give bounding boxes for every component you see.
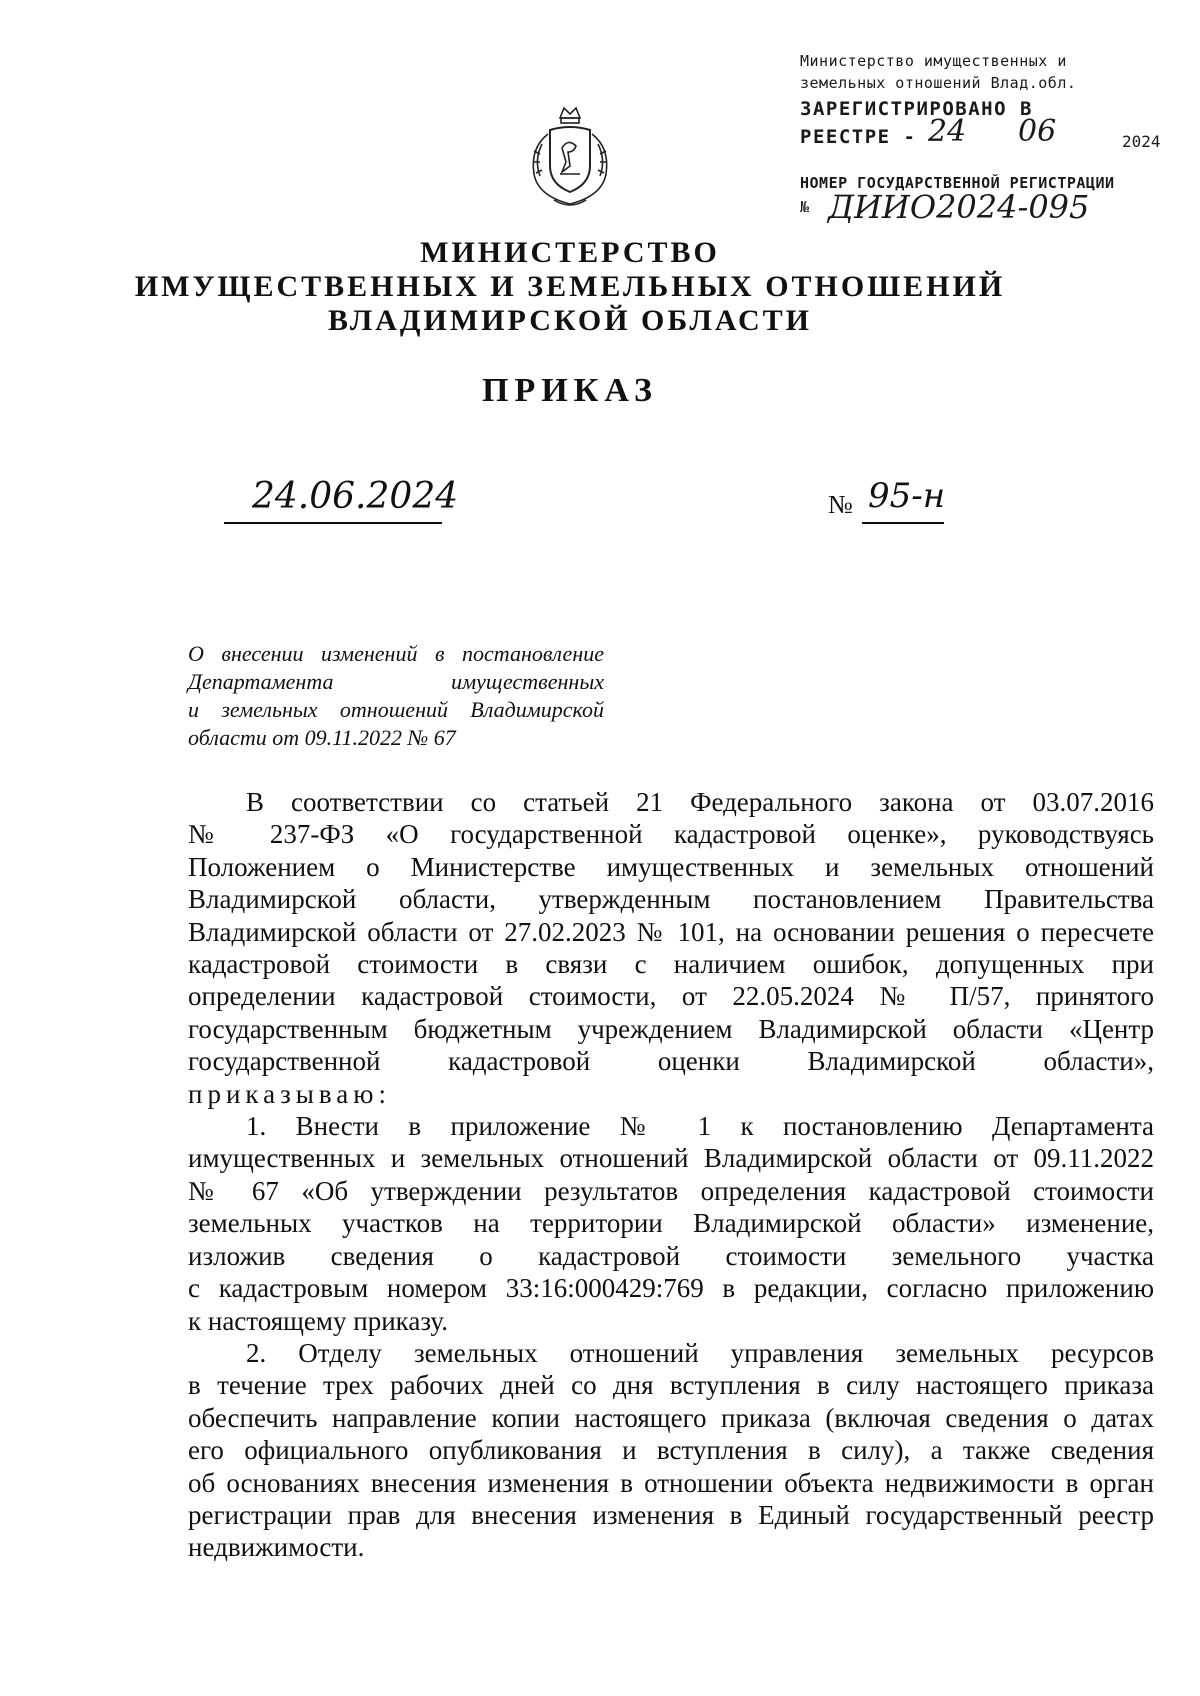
stamp-handwritten-day: 24 (928, 114, 967, 149)
handwritten-date: 24.06.2024 (252, 476, 459, 517)
body-line: государственной кадастровой оценки Владимирской области», (188, 1046, 1154, 1077)
body-line: об основаниях внесения изменения в отношении объекта недвижимости в орган (188, 1467, 1154, 1498)
body-line: имущественных и земельных отношений Владимирской области от 09.11.2022 (188, 1143, 1154, 1174)
body-line: Владимирской области, утвержденным постановлением Правительства (188, 884, 1154, 915)
stamp-handwritten-month: 06 (1018, 114, 1057, 149)
body-line: В соответствии со статьей 21 Федерального закона от 03.07.2016 (246, 787, 1154, 817)
number-underline (862, 522, 944, 524)
body-line: определении кадастровой стоимости, от 22.05.2024 № П/57, принятого (188, 981, 1154, 1012)
body-line: его официального опубликования и вступления в силу), а также сведения (188, 1435, 1154, 1466)
body-line: с кадастровым номером 33:16:000429:769 в редакции, согласно приложению (188, 1273, 1154, 1304)
subject-line: О внесении изменений в постановление (188, 641, 604, 666)
stamp-line-region: земельных отношений Влад.обл. (800, 74, 1077, 92)
order-body (188, 786, 1154, 1564)
body-line: № 237-ФЗ «О государственной кадастровой оценке», руководствуясь (188, 819, 1154, 850)
body-line: регистрации прав для внесения изменения в Единый государственный реестр (188, 1499, 1154, 1530)
body-line: 2. Отделу земельных отношений управления земельных ресурсов (246, 1337, 1154, 1368)
coat-of-arms-icon (520, 104, 620, 214)
body-line: недвижимости. (188, 1532, 365, 1563)
stamp-line-ministry: Министерство имущественных и (800, 52, 1067, 70)
order-subject (188, 640, 604, 752)
handwritten-order-number: 95-н (868, 476, 946, 516)
body-line: кадастровой стоимости в связи с наличием ошибок, допущенных при (188, 949, 1154, 980)
number-label: № (828, 490, 853, 519)
stamp-line-registered: ЗАРЕГИСТРИРОВАНО В (800, 98, 1033, 120)
body-line: № 67 «Об утверждении результатов определения кадастровой стоимости (188, 1175, 1154, 1206)
body-line: 1. Внести в приложение № 1 к постановлению Департамента (246, 1111, 1154, 1142)
subject-line: Департамента имущественных (188, 669, 604, 694)
stamp-line-reg-number-label: НОМЕР ГОСУДАРСТВЕННОЙ РЕГИСТРАЦИИ (800, 174, 1115, 192)
body-line: земельных участков на территории Владимирской области» изменение, (188, 1208, 1154, 1239)
body-line: к настоящему приказу. (188, 1305, 448, 1336)
body-line: обеспечить направление копии настоящего приказа (включая сведения о датах (188, 1402, 1154, 1433)
stamp-handwritten-reg-number: ДИИО2024-095 (828, 188, 1090, 226)
subject-line: и земельных отношений Владимирской (188, 697, 604, 722)
ministry-title-line-3: ВЛАДИМИРСКОЙ ОБЛАСТИ (328, 304, 812, 337)
document-type: ПРИКАЗ (482, 372, 658, 409)
stamp-year: 2024 (1122, 132, 1161, 151)
date-underline (224, 522, 442, 524)
subject-line: области от 09.11.2022 № 67 (188, 725, 456, 750)
body-line: в течение трех рабочих дней со дня вступления в силу настоящего приказа (188, 1370, 1154, 1401)
body-line: Положением о Министерстве имущественных и земельных отношений (188, 851, 1154, 882)
ministry-title-line-2: ИМУЩЕСТВЕННЫХ И ЗЕМЕЛЬНЫХ ОТНОШЕНИЙ (134, 270, 1006, 303)
stamp-reg-prefix: № (800, 198, 810, 216)
body-line: Владимирской области от 27.02.2023 № 101, на основании решения о пересчете (188, 916, 1154, 947)
body-line: изложив сведения о кадастровой стоимости земельного участка (188, 1240, 1154, 1271)
stamp-line-registry: РЕЕСТРЕ - (800, 126, 917, 148)
ministry-title-line-1: МИНИСТЕРСТВО (420, 236, 720, 269)
body-line-order-word: приказываю: (188, 1078, 391, 1109)
body-line: государственным бюджетным учреждением Владимирской области «Центр (188, 1013, 1154, 1044)
